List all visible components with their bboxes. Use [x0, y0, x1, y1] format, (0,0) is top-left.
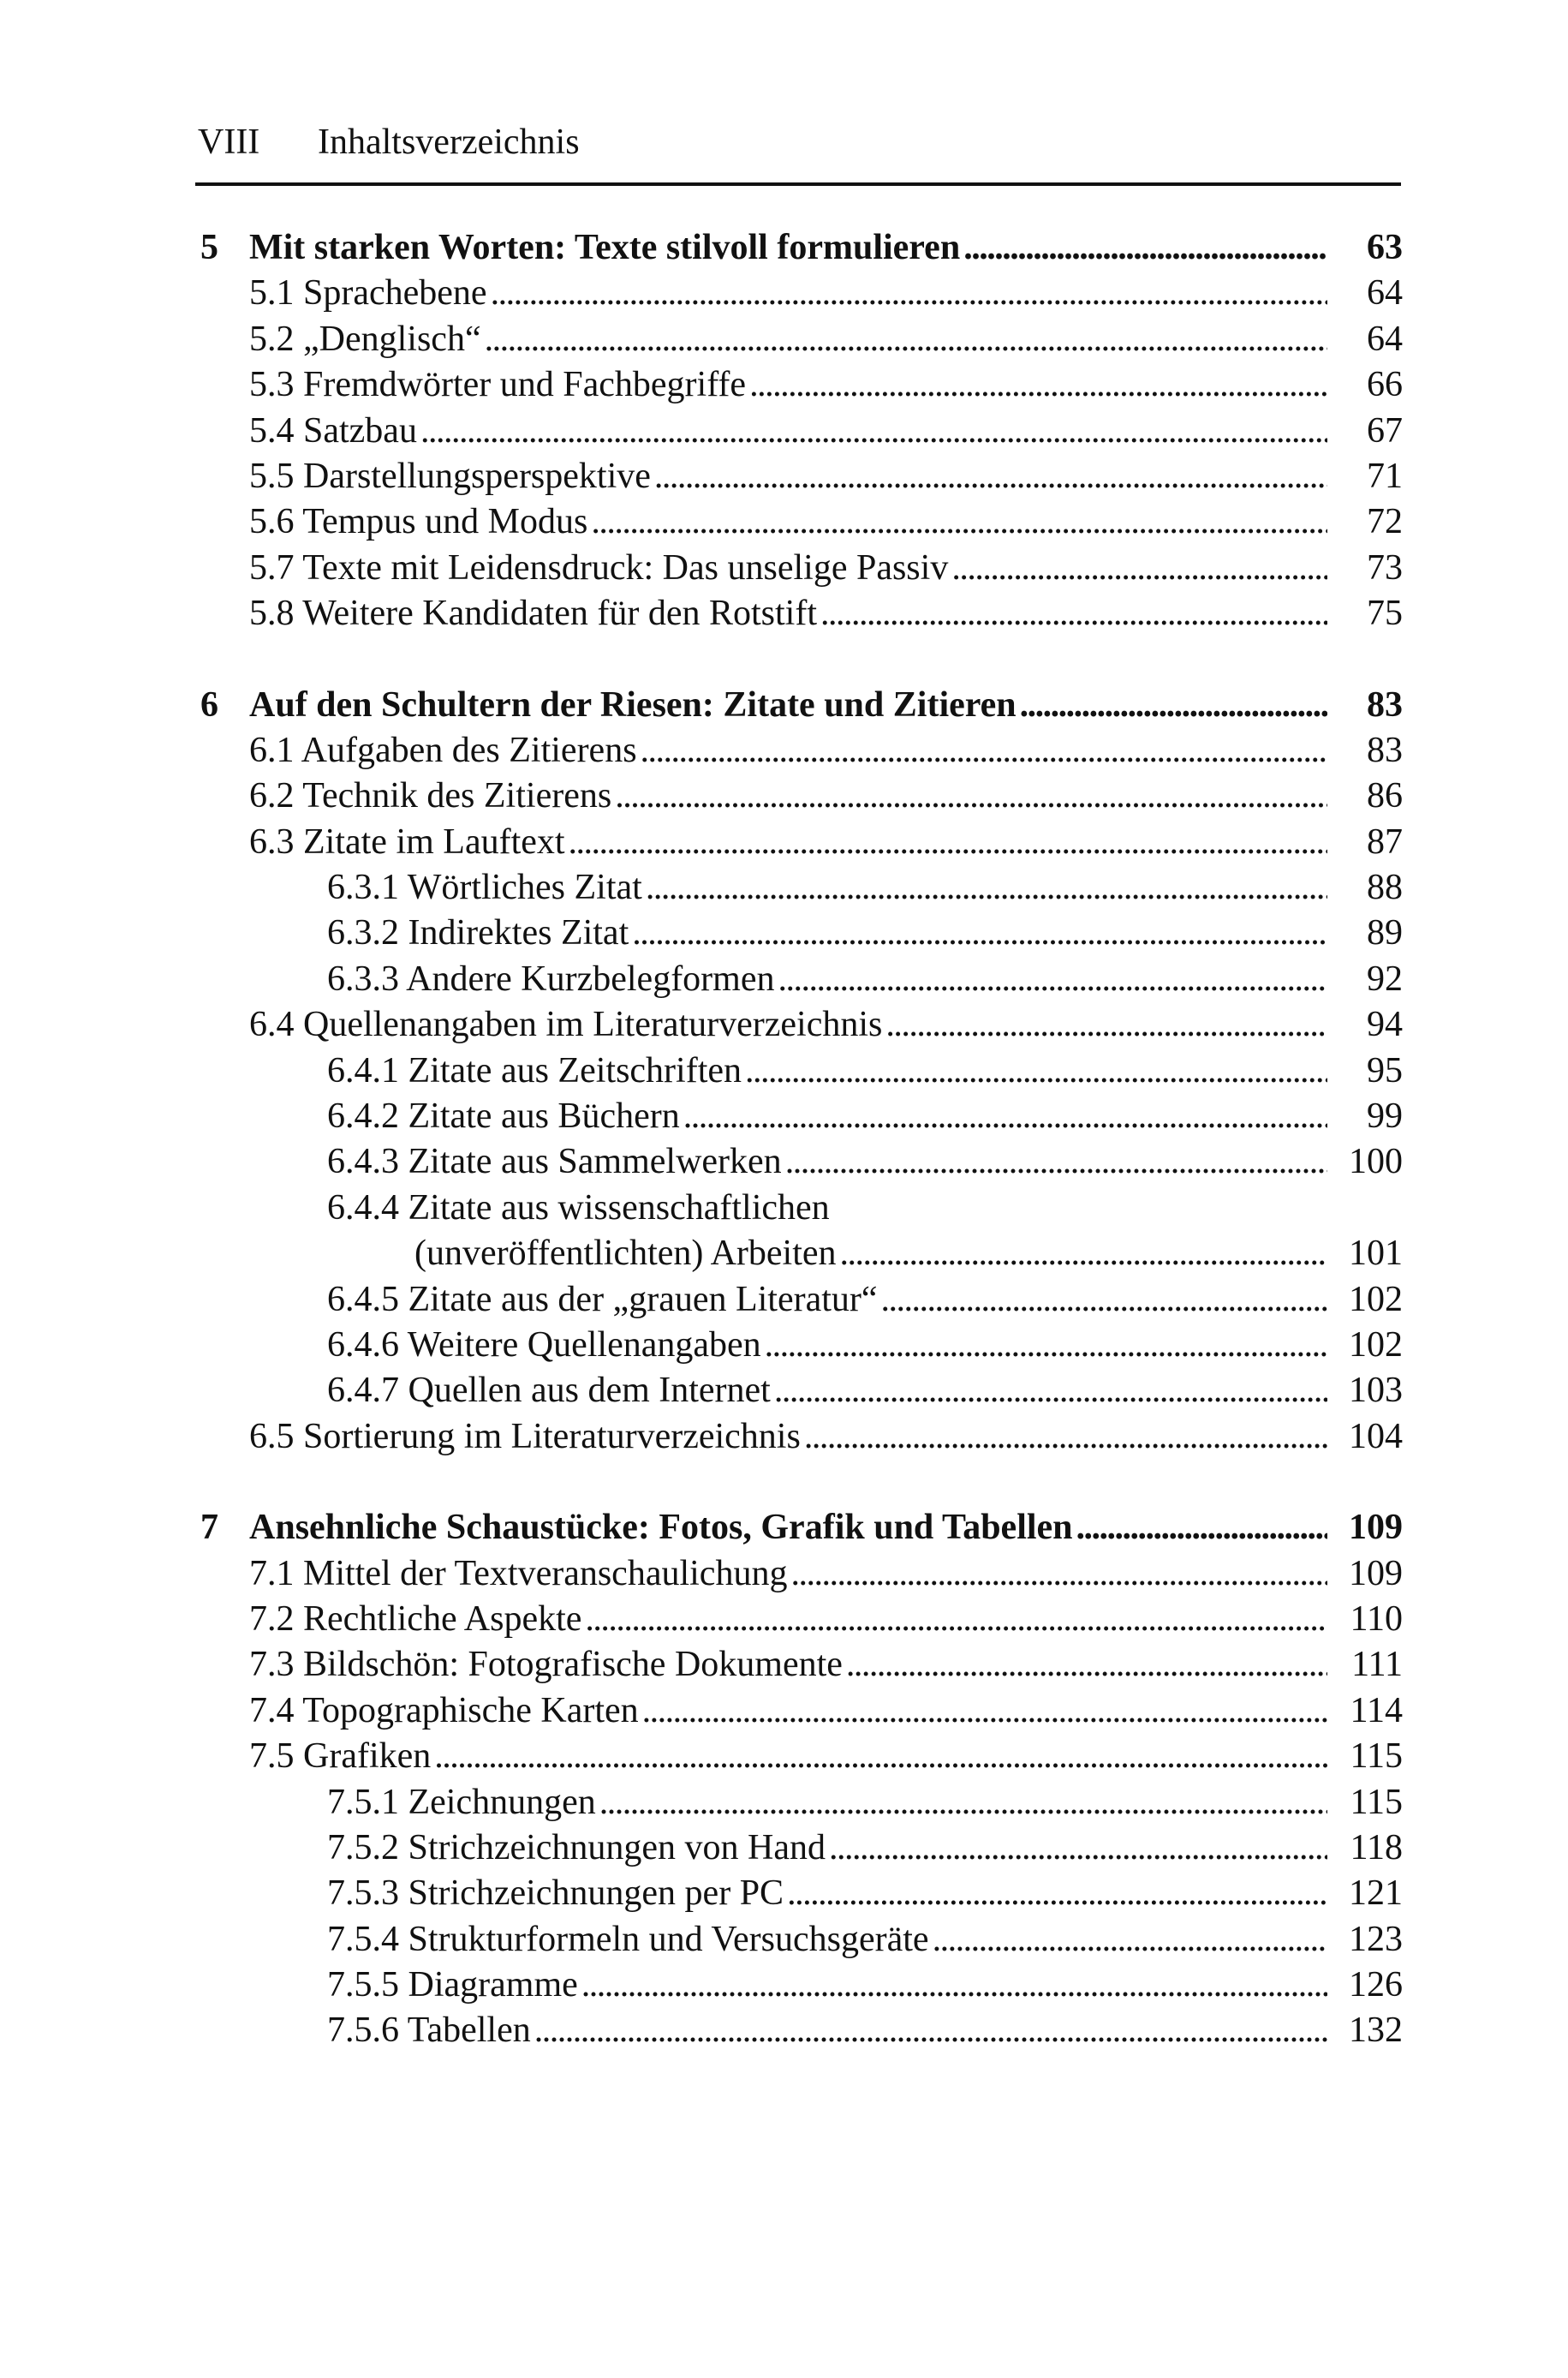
toc-entry: [327, 1825, 1403, 1871]
toc-page-number: 132: [1349, 2011, 1403, 2051]
toc-page-number: 87: [1367, 822, 1403, 862]
toc-section-row: [195, 1780, 1403, 1825]
dot-leader: [963, 225, 1327, 271]
toc-page-number: 95: [1367, 1050, 1403, 1090]
toc-page-number: 110: [1350, 1598, 1403, 1639]
toc-section-row: [195, 1871, 1403, 1916]
toc-entry-title: 7.5.3 Strichzeichnungen per PC: [327, 1873, 784, 1914]
dot-leader: [581, 1963, 1327, 2008]
toc-section-row: [195, 728, 1403, 774]
toc-entry-title: 7.5 Grafiken: [249, 1736, 432, 1777]
toc-entry-title: 6.4.5 Zitate aus der „grauen Literatur“: [327, 1279, 878, 1319]
dot-leader: [491, 271, 1327, 316]
toc-entry-title: 6.4.7 Quellen aus dem Internet: [327, 1371, 771, 1411]
dot-leader: [790, 1551, 1327, 1597]
chapter-number: 5: [200, 228, 218, 267]
toc-entry-title: Mit starken Worten: Texte stilvoll formulieren: [249, 228, 961, 267]
toc-page-number: 99: [1367, 1096, 1403, 1137]
toc-entry: [249, 1414, 1403, 1460]
toc-page-number: 115: [1350, 1782, 1403, 1822]
toc-section-row: [195, 957, 1403, 1002]
dot-leader: [820, 591, 1327, 636]
toc-page-number: 64: [1367, 273, 1403, 314]
toc-section-row: [195, 1002, 1403, 1048]
toc-section-row: [195, 409, 1403, 454]
dot-leader: [933, 1917, 1327, 1963]
dot-leader: [881, 1277, 1327, 1323]
toc-section-row: [195, 1414, 1403, 1460]
toc-page-number: 67: [1367, 410, 1403, 451]
toc-entry-title: 6.4 Quellenangaben im Literaturverzeichnis: [249, 1005, 883, 1045]
toc-entry: [327, 865, 1403, 911]
toc-page-number: 121: [1349, 1873, 1403, 1914]
toc-section-row: [195, 1049, 1403, 1094]
dot-leader: [840, 1231, 1327, 1276]
toc-entry: [249, 1734, 1403, 1779]
table-of-contents: [195, 225, 1403, 2054]
toc-page-number: 83: [1367, 730, 1403, 770]
toc-page-number: 63: [1367, 228, 1403, 267]
toc-entry: [249, 1642, 1403, 1688]
toc-entry-title: 5.3 Fremdwörter und Fachbegriffe: [249, 365, 747, 405]
toc-section-row: [195, 362, 1403, 408]
toc-page-number: 126: [1349, 1965, 1403, 2005]
toc-section-row: [195, 774, 1403, 819]
toc-page-number: 94: [1367, 1005, 1403, 1045]
toc-entry-title: 6.4.1 Zitate aus Zeitschriften: [327, 1050, 742, 1090]
toc-page-number: 103: [1349, 1371, 1403, 1411]
dot-leader: [642, 1688, 1327, 1734]
dot-leader: [804, 1414, 1327, 1460]
toc-entry-title: 6.3.1 Wörtliches Zitat: [327, 868, 642, 908]
toc-section-row: [195, 1368, 1403, 1413]
toc-entry-title: 6.3 Zitate im Lauftext: [249, 822, 565, 862]
toc-entry: [249, 317, 1403, 362]
toc-section-row: [195, 454, 1403, 499]
toc-section-row: [195, 1231, 1403, 1276]
toc-entry: [249, 225, 1403, 271]
toc-entry-title: 6.4.2 Zitate aus Büchern: [327, 1096, 680, 1137]
toc-page-number: 114: [1350, 1690, 1403, 1730]
dot-leader: [615, 774, 1327, 819]
toc-section-row: [195, 1825, 1403, 1871]
dot-leader: [846, 1642, 1327, 1688]
toc-page-number: 75: [1367, 594, 1403, 634]
toc-entry-title: 7.3 Bildschön: Fotografische Dokumente: [249, 1645, 843, 1685]
toc-section-row: [195, 1139, 1403, 1185]
dot-leader: [787, 1871, 1327, 1916]
toc-page-number: 102: [1349, 1324, 1403, 1365]
toc-page-number: 89: [1367, 913, 1403, 953]
header-page-number: VIII: [198, 122, 260, 162]
toc-section-row: [195, 1323, 1403, 1368]
toc-page-number: 71: [1367, 456, 1403, 496]
toc-entry-title: 6.3.2 Indirektes Zitat: [327, 913, 629, 953]
dot-leader: [1076, 1505, 1327, 1550]
toc-entry: [327, 957, 1403, 1002]
toc-entry: [249, 1551, 1403, 1597]
toc-section-row: [195, 1094, 1403, 1139]
dot-leader: [646, 865, 1327, 911]
chapter-number: 7: [200, 1508, 218, 1548]
toc-entry: [327, 1368, 1403, 1413]
toc-entry: [327, 1963, 1403, 2008]
toc-section-row: [195, 2008, 1403, 2053]
dot-leader: [599, 1780, 1327, 1825]
dot-leader: [591, 499, 1327, 545]
toc-section-row: [195, 546, 1403, 591]
toc-entry-title: 6.1 Aufgaben des Zitierens: [249, 730, 637, 770]
toc-section-row: [195, 317, 1403, 362]
toc-page-number: 102: [1349, 1279, 1403, 1319]
toc-page-number: 88: [1367, 868, 1403, 908]
dot-leader: [785, 1139, 1327, 1185]
toc-page-number: 111: [1351, 1645, 1403, 1685]
toc-page-number: 104: [1349, 1416, 1403, 1456]
toc-entry: [249, 1688, 1403, 1734]
toc-entry: [249, 1505, 1403, 1550]
toc-section-row: [195, 1186, 1403, 1231]
toc-entry: [327, 1871, 1403, 1916]
toc-section-row: [195, 1642, 1403, 1688]
toc-entry-title: 6.4.3 Zitate aus Sammelwerken: [327, 1142, 782, 1182]
dot-leader: [654, 454, 1327, 499]
toc-entry: [327, 1277, 1403, 1323]
toc-page-number: 109: [1349, 1508, 1403, 1548]
toc-page-number: 109: [1349, 1553, 1403, 1593]
toc-entry-title: 6.5 Sortierung im Literaturverzeichnis: [249, 1416, 801, 1456]
toc-entry-title: 5.5 Darstellungsperspektive: [249, 456, 651, 496]
dot-leader: [434, 1734, 1327, 1779]
toc-entry-title: 7.5.4 Strukturformeln und Versuchsgeräte: [327, 1919, 929, 1959]
dot-leader: [774, 1368, 1327, 1413]
dot-leader: [420, 409, 1327, 454]
dot-leader: [951, 546, 1327, 591]
toc-entry: [249, 728, 1403, 774]
toc-entry: [249, 1002, 1403, 1048]
toc-entry: [249, 271, 1403, 316]
toc-page-number: 83: [1367, 684, 1403, 725]
toc-entry-title: 6.4.4 Zitate aus wissenschaftlichen: [327, 1187, 830, 1228]
toc-section-row: [195, 865, 1403, 911]
toc-entry: [327, 1917, 1403, 1963]
dot-leader: [829, 1825, 1327, 1871]
dot-leader: [765, 1323, 1327, 1368]
toc-page-number: 66: [1367, 365, 1403, 405]
toc-entry-title: Ansehnliche Schaustücke: Fotos, Grafik und Tabellen: [249, 1508, 1073, 1548]
dot-leader: [569, 820, 1327, 865]
toc-entry: [249, 820, 1403, 865]
toc-entry-title: 5.4 Satzbau: [249, 410, 417, 451]
dot-leader: [745, 1049, 1327, 1094]
toc-entry-title: 7.5.5 Diagramme: [327, 1965, 578, 2005]
toc-entry-title: 7.2 Rechtliche Aspekte: [249, 1598, 582, 1639]
toc-page-number: 73: [1367, 547, 1403, 588]
toc-section-row: [195, 1551, 1403, 1597]
toc-entry-title: Auf den Schultern der Riesen: Zitate und Zitieren: [249, 684, 1017, 725]
toc-section-row: [195, 1917, 1403, 1963]
toc-page-number: 72: [1367, 502, 1403, 542]
toc-section-row: [195, 271, 1403, 316]
toc-entry: [249, 683, 1403, 728]
toc-entry: [327, 1094, 1403, 1139]
dot-leader: [885, 1002, 1327, 1048]
toc-entry: [249, 499, 1403, 545]
toc-entry-title: 7.5.1 Zeichnungen: [327, 1782, 596, 1822]
toc-page-number: 64: [1367, 319, 1403, 359]
toc-entry: [327, 911, 1403, 956]
toc-section-row: [195, 499, 1403, 545]
toc-entry-title: 7.4 Topographische Karten: [249, 1690, 639, 1730]
toc-page-number: 100: [1349, 1142, 1403, 1182]
toc-page-number: 92: [1367, 959, 1403, 999]
toc-entry: [249, 591, 1403, 636]
toc-entry-title: (unveröffentlichten) Arbeiten: [414, 1234, 837, 1274]
toc-section-row: [195, 911, 1403, 956]
toc-entry: [249, 454, 1403, 499]
toc-page-number: 118: [1350, 1827, 1403, 1867]
toc-entry: [249, 774, 1403, 819]
toc-section-row: [195, 1963, 1403, 2008]
toc-page-number: 101: [1349, 1234, 1403, 1274]
toc-entry: [327, 1323, 1403, 1368]
toc-entry: [327, 2008, 1403, 2053]
toc-section-row: [195, 1688, 1403, 1734]
toc-entry: [327, 1139, 1403, 1185]
toc-section-row: [195, 820, 1403, 865]
dot-leader: [778, 957, 1327, 1002]
toc-entry-title: 5.1 Sprachebene: [249, 273, 487, 314]
toc-page-number: 123: [1349, 1919, 1403, 1959]
toc-entry: [327, 1049, 1403, 1094]
toc-page-number: 86: [1367, 776, 1403, 816]
toc-entry-title: 7.5.2 Strichzeichnungen von Hand: [327, 1827, 826, 1867]
toc-entry-title: 5.6 Tempus und Modus: [249, 502, 588, 542]
toc-section-row: [195, 1597, 1403, 1642]
toc-entry: [249, 1597, 1403, 1642]
dot-leader: [683, 1094, 1327, 1139]
running-header: [198, 120, 580, 164]
toc-entry: [249, 546, 1403, 591]
header-rule: [195, 182, 1401, 186]
toc-chapter-row: [195, 225, 1403, 271]
dot-leader: [485, 317, 1327, 362]
toc-entry-title: 6.3.3 Andere Kurzbelegformen: [327, 959, 775, 999]
toc-section-row: [195, 1277, 1403, 1323]
dot-leader: [641, 728, 1327, 774]
dot-leader: [534, 2008, 1327, 2053]
toc-entry: [249, 362, 1403, 408]
toc-entry-title: 6.2 Technik des Zitierens: [249, 776, 612, 816]
toc-chapter-row: [195, 1505, 1403, 1550]
toc-entry: [414, 1231, 1403, 1276]
toc-entry-title: 5.7 Texte mit Leidensdruck: Das unselige Passiv: [249, 547, 949, 588]
toc-entry: [327, 1780, 1403, 1825]
header-title: Inhaltsverzeichnis: [318, 122, 580, 162]
toc-section-row: [195, 591, 1403, 636]
toc-entry-title: 5.8 Weitere Kandidaten für den Rotstift: [249, 594, 817, 634]
toc-entry-title: 7.5.6 Tabellen: [327, 2011, 531, 2051]
dot-leader: [749, 362, 1327, 408]
toc-entry-title: 5.2 „Denglisch“: [249, 319, 481, 359]
toc-chapter-row: [195, 683, 1403, 728]
toc-entry-title: 7.1 Mittel der Textveranschaulichung: [249, 1553, 788, 1593]
toc-section-row: [195, 1734, 1403, 1779]
dot-leader: [1020, 683, 1327, 728]
dot-leader: [585, 1597, 1327, 1642]
dot-leader: [632, 911, 1327, 956]
toc-entry: [249, 409, 1403, 454]
toc-page-number: 115: [1350, 1736, 1403, 1777]
chapter-number: 6: [200, 684, 218, 725]
toc-entry-title: 6.4.6 Weitere Quellenangaben: [327, 1324, 761, 1365]
